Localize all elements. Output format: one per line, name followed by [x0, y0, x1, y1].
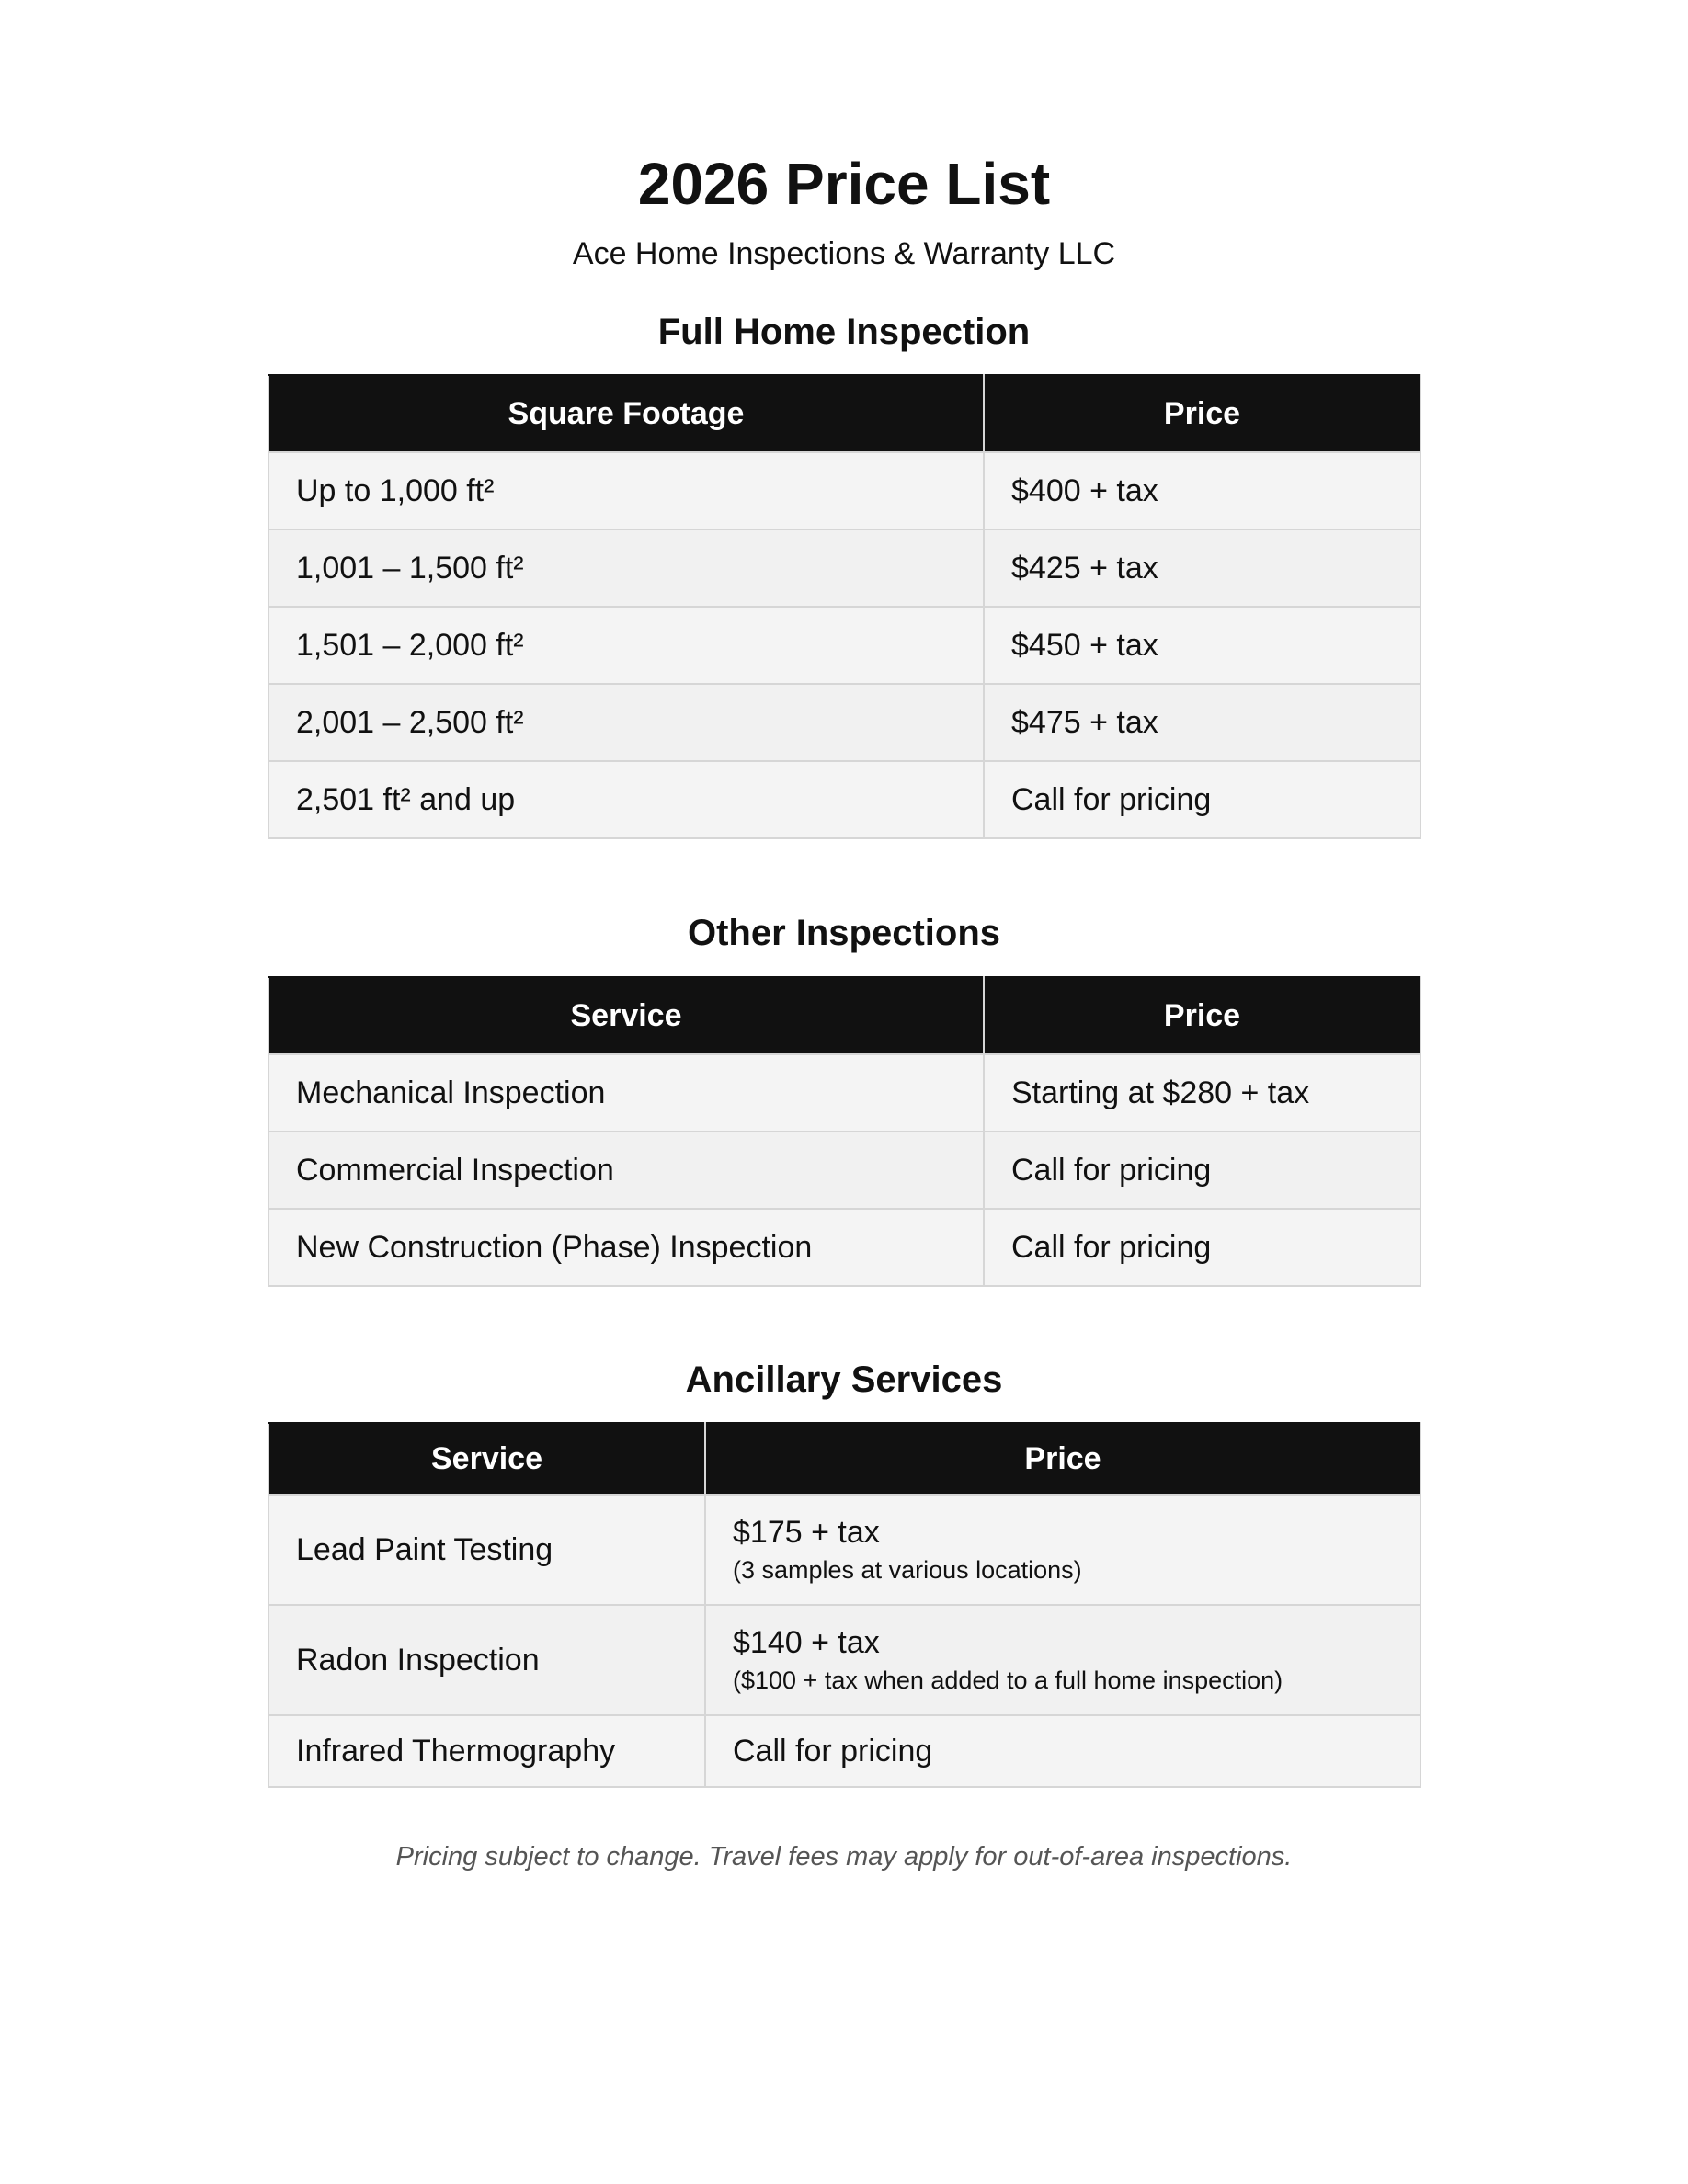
table-row: [268, 1605, 1420, 1715]
page-title: 2026 Price List: [637, 151, 1051, 217]
service-cell: Mechanical Inspection: [268, 1054, 984, 1132]
price-cell: $450 + tax: [984, 607, 1420, 684]
square-footage-cell: 1,001 – 1,500 ft²: [268, 529, 984, 607]
ancillary-services-table: [268, 1422, 1421, 1788]
column-header-square-footage: Square Footage: [268, 375, 984, 452]
table-row: [268, 1715, 1420, 1787]
service-cell: New Construction (Phase) Inspection: [268, 1209, 984, 1286]
price-cell: Call for pricing: [984, 1132, 1420, 1209]
price-cell: Starting at $280 + tax: [984, 1054, 1420, 1132]
column-header-service: Service: [268, 1423, 705, 1495]
full-home-heading: Full Home Inspection: [657, 312, 1031, 352]
column-header-price: Price: [984, 375, 1420, 452]
table-row: [268, 1495, 1420, 1605]
table-row: [268, 684, 1420, 761]
full-home-table: [268, 374, 1421, 839]
price-note: (3 samples at various locations): [733, 1556, 1082, 1584]
table-row: [268, 529, 1420, 607]
price-cell: $425 + tax: [984, 529, 1420, 607]
column-header-price: Price: [984, 977, 1420, 1054]
service-cell: Infrared Thermography: [268, 1715, 705, 1787]
price-cell: $400 + tax: [984, 452, 1420, 529]
square-footage-cell: 1,501 – 2,000 ft²: [268, 607, 984, 684]
footer-note: Pricing subject to change. Travel fees may apply for out-of-area inspections.: [395, 1842, 1293, 1871]
other-inspections-heading: Other Inspections: [687, 913, 1001, 953]
price-note: ($100 + tax when added to a full home inspection): [733, 1666, 1283, 1694]
column-header-price: Price: [705, 1423, 1420, 1495]
column-header-service: Service: [268, 977, 984, 1054]
table-header-row: [268, 375, 1420, 452]
price-cell: Call for pricing: [705, 1715, 1420, 1787]
square-footage-cell: Up to 1,000 ft²: [268, 452, 984, 529]
ancillary-services-heading: Ancillary Services: [685, 1359, 1003, 1400]
price-cell: [705, 1605, 1420, 1715]
table-row: [268, 1054, 1420, 1132]
service-cell: Lead Paint Testing: [268, 1495, 705, 1605]
square-footage-cell: 2,001 – 2,500 ft²: [268, 684, 984, 761]
price-cell: [705, 1495, 1420, 1605]
price-cell: Call for pricing: [984, 761, 1420, 838]
service-cell: Commercial Inspection: [268, 1132, 984, 1209]
price-cell: Call for pricing: [984, 1209, 1420, 1286]
table-header-row: [268, 977, 1420, 1054]
table-row: [268, 607, 1420, 684]
square-footage-cell: 2,501 ft² and up: [268, 761, 984, 838]
price-value: $140 + tax: [733, 1625, 880, 1660]
price-value: $175 + tax: [733, 1515, 880, 1550]
table-header-row: [268, 1423, 1420, 1495]
price-cell: $475 + tax: [984, 684, 1420, 761]
company-name: Ace Home Inspections & Warranty LLC: [572, 236, 1116, 271]
other-inspections-table: [268, 976, 1421, 1287]
table-row: [268, 452, 1420, 529]
table-row: [268, 1209, 1420, 1286]
table-row: [268, 1132, 1420, 1209]
table-row: [268, 761, 1420, 838]
service-cell: Radon Inspection: [268, 1605, 705, 1715]
